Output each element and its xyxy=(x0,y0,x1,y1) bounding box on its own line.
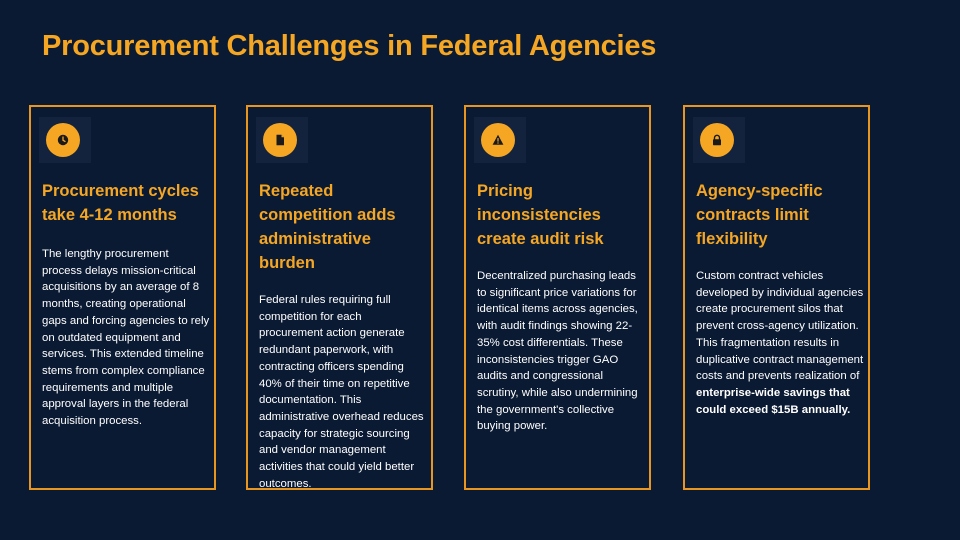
challenge-card-agency-contracts xyxy=(683,105,870,490)
card-body: The lengthy procurement process delays mission-critical acquisitions by an average of 8 months, creating operational gaps and forcing agencies to rely on outdated equipment and services. This extended timeline stems from complex compliance requirements and multiple approval layers in the federal acquisition process. xyxy=(42,248,210,428)
warning-icon xyxy=(481,123,515,157)
card-heading: Pricing inconsistencies create audit risk xyxy=(477,182,604,248)
challenge-card-pricing-inconsistencies xyxy=(464,105,651,490)
icon-tile xyxy=(693,117,745,163)
challenge-card-repeated-competition xyxy=(246,105,433,490)
challenge-card-procurement-cycles xyxy=(29,105,216,490)
card-heading: Agency-specific contracts limit flexibility xyxy=(696,182,823,248)
card-body-highlight: enterprise-wide savings that could exceed $15B annually. xyxy=(696,386,851,416)
icon-tile xyxy=(39,117,91,163)
lock-icon xyxy=(700,123,734,157)
card-body: Decentralized purchasing leads to significant price variations for identical items across agencies, with audit findings showing 22-35% cost differentials. These inconsistencies trigger GAO audits and congressional scrutiny, while also undermining the government's collective buying power. xyxy=(477,270,638,433)
clock-icon xyxy=(46,123,80,157)
slide-title: Procurement Challenges in Federal Agencies xyxy=(42,30,657,62)
card-body-text: Custom contract vehicles developed by individual agencies create procurement silos that prevent cross-agency utilization. This fragmentation results in duplicative contract management costs and prevents realization of xyxy=(696,270,864,383)
document-icon xyxy=(263,123,297,157)
card-heading: Procurement cycles take 4-12 months xyxy=(42,182,199,224)
card-body xyxy=(696,268,864,418)
icon-tile xyxy=(256,117,308,163)
card-body: Federal rules requiring full competition for each procurement action generate redundant paperwork, with contracting officers spending 40% of their time on repetitive documentation. This administrative overhead reduces capacity for strategic sourcing and vendor management activities that could yield better outcomes. xyxy=(259,294,424,490)
icon-tile xyxy=(474,117,526,163)
card-heading: Repeated competition adds administrative burden xyxy=(259,182,396,272)
